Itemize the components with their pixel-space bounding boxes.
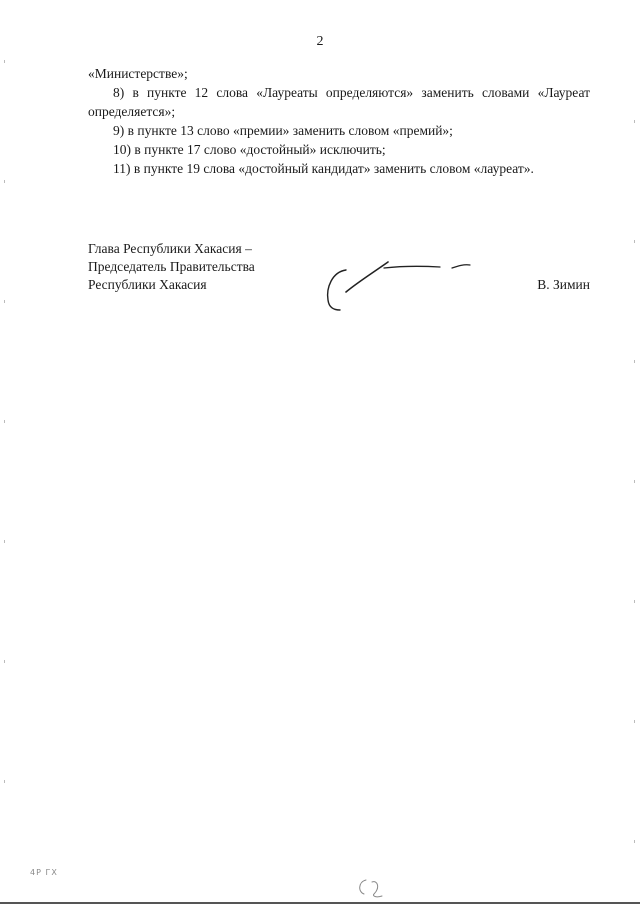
body-line: 9) в пункте 13 слово «премии» заменить словом «премий»; <box>113 123 453 138</box>
footer-code: 4Р ГХ <box>30 868 58 877</box>
signatory-title: Республики Хакасия <box>88 277 207 292</box>
handwritten-signature <box>318 258 478 318</box>
page-number: 2 <box>316 34 324 49</box>
signatory-title: Глава Республики Хакасия – <box>88 241 252 256</box>
scan-bottom-edge <box>0 902 640 904</box>
handwritten-mark <box>352 876 392 902</box>
body-line: 11) в пункте 19 слова «достойный кандидат» заменить словом «лауреат». <box>113 161 534 176</box>
body-line: 10) в пункте 17 слово «достойный» исключить; <box>113 142 386 157</box>
scan-edge-right <box>634 0 636 905</box>
scan-edge-left <box>4 0 6 905</box>
body-line: «Министерстве»; <box>88 66 188 81</box>
body-line: 8) в пункте 12 слова «Лауреаты определяются» заменить словами «Лауреат определяется»; <box>88 85 590 119</box>
document-body <box>88 64 590 178</box>
signatory-name: В. Зимин <box>537 277 590 292</box>
signatory-title: Председатель Правительства <box>88 259 255 274</box>
